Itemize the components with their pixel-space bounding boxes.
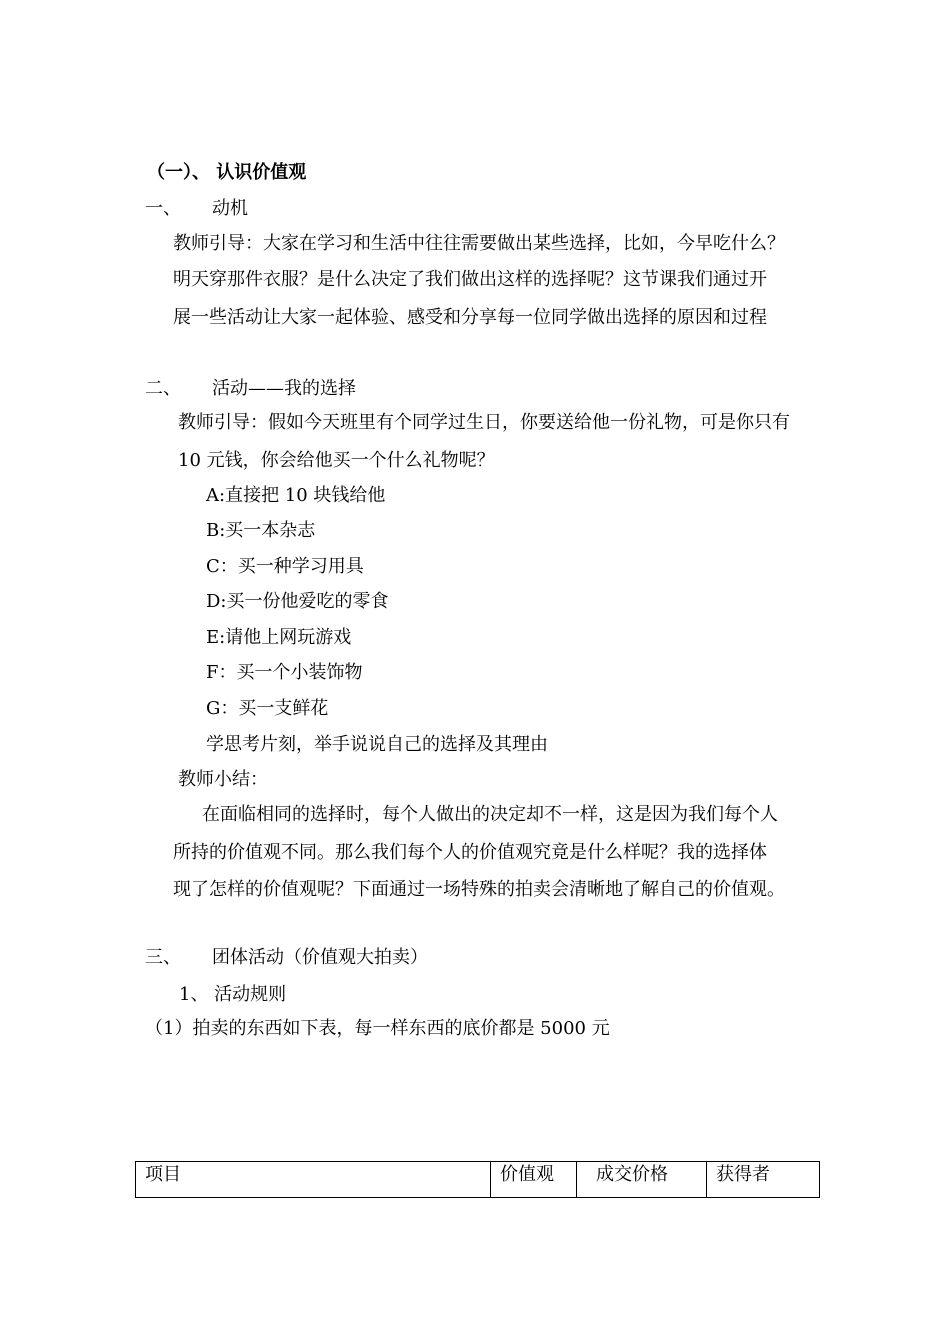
part2-heading-number: 二、 xyxy=(145,378,181,399)
summary-label: 教师小结： xyxy=(178,769,268,790)
part1-line-1: 教师引导：大家在学习和生活中往往需要做出某些选择，比如，今早吃什么？ xyxy=(173,233,785,254)
option-e: E:请他上网玩游戏 xyxy=(206,627,352,648)
option-g: G：买一支鲜花 xyxy=(206,698,329,719)
summary-line-3: 现了怎样的价值观呢？下面通过一场特殊的拍卖会清晰地了解自己的价值观。 xyxy=(173,879,785,900)
rule-1: （1）拍卖的东西如下表，每一样东西的底价都是 5000 元 xyxy=(145,1018,610,1039)
option-b: B:买一本杂志 xyxy=(206,520,316,541)
option-a: A:直接把 10 块钱给他 xyxy=(206,485,386,506)
part3-heading-number: 三、 xyxy=(145,947,181,968)
part2-line-1: 教师引导：假如今天班里有个同学过生日，你要送给他一份礼物，可是你只有 xyxy=(178,412,790,433)
part2-heading: 活动——我的选择 xyxy=(212,378,356,399)
part1-line-3: 展一些活动让大家一起体验、感受和分享每一位同学做出选择的原因和过程 xyxy=(173,307,767,328)
part3-sub: 1、 活动规则 xyxy=(179,984,287,1005)
part1-line-2: 明天穿那件衣服？是什么决定了我们做出这样的选择呢？这节课我们通过开 xyxy=(173,269,767,290)
section-title: （一）、 认识价值观 xyxy=(147,162,307,183)
option-c: C：买一种学习用具 xyxy=(206,556,364,577)
summary-line-1: 在面临相同的选择时，每个人做出的决定却不一样，这是因为我们每个人 xyxy=(202,804,778,825)
part1-heading: 动机 xyxy=(212,198,248,219)
header-value: 价值观 xyxy=(491,1162,577,1198)
part2-line-2: 10 元钱，你会给他买一个什么礼物呢？ xyxy=(178,450,495,471)
table-header-row xyxy=(136,1162,820,1198)
option-f: F：买一个小装饰物 xyxy=(206,662,363,683)
think-prompt: 学思考片刻，举手说说自己的选择及其理由 xyxy=(206,734,548,755)
header-winner: 获得者 xyxy=(707,1162,820,1198)
option-d: D:买一份他爱吃的零食 xyxy=(206,591,389,612)
part3-heading: 团体活动（价值观大拍卖） xyxy=(212,947,428,968)
auction-table xyxy=(135,1161,820,1198)
part1-heading-number: 一、 xyxy=(145,198,181,219)
summary-line-2: 所持的价值观不同。那么我们每个人的价值观究竟是什么样呢？我的选择体 xyxy=(173,842,767,863)
header-price: 成交价格 xyxy=(577,1162,707,1198)
header-item: 项目 xyxy=(136,1162,491,1198)
